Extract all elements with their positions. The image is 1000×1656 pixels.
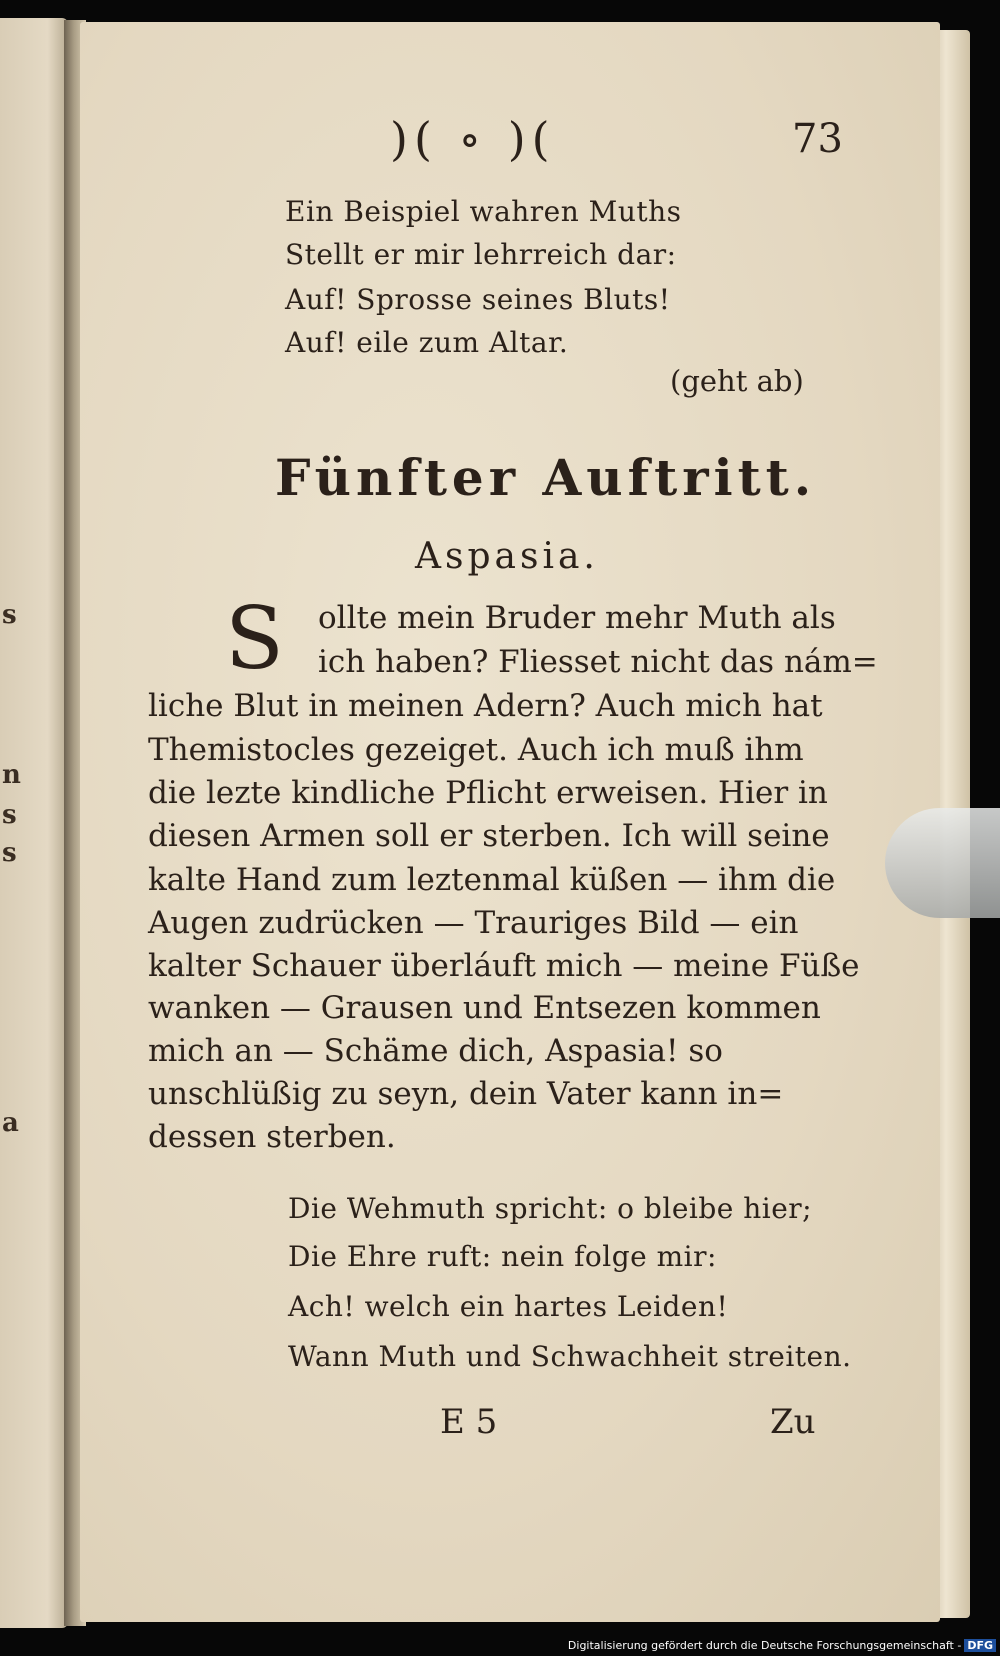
- left-page-fragment: s: [2, 838, 17, 868]
- prose-line: dessen sterben.: [148, 1119, 396, 1155]
- left-page-fragment: a: [2, 1108, 19, 1138]
- verse-line: Ach! welch ein hartes Leiden!: [288, 1290, 729, 1323]
- page-clip: [885, 808, 1000, 918]
- signature-mark: E 5: [440, 1402, 498, 1442]
- character-name: Aspasia.: [415, 536, 599, 577]
- prose-line: die lezte kindliche Pflicht erweisen. Hier in: [148, 775, 828, 811]
- prose-line: kalter Schauer überláuft mich — meine Füße: [148, 948, 860, 984]
- left-page-fragment: s: [2, 800, 17, 830]
- drop-cap: S: [225, 589, 284, 689]
- verse-line: Die Wehmuth spricht: o bleibe hier;: [288, 1192, 813, 1225]
- left-page-fragment: s: [2, 600, 17, 630]
- watermark-text: Digitalisierung gefördert durch die Deutsche Forschungsgemeinschaft -: [567, 1639, 962, 1652]
- prose-line: diesen Armen soll er sterben. Ich will seine: [148, 818, 830, 854]
- prose-line: ich haben? Fliesset nicht das nám=: [318, 644, 878, 680]
- header-ornament: )( ∘ )(: [390, 112, 556, 166]
- verse-line: Auf! eile zum Altar.: [285, 326, 569, 359]
- digitization-watermark: [568, 1639, 996, 1652]
- verse-line: Stellt er mir lehrreich dar:: [285, 238, 677, 271]
- catchword: Zu: [770, 1402, 816, 1442]
- left-page-edge: [0, 18, 68, 1628]
- prose-line: unschlüßig zu seyn, dein Vater kann in=: [148, 1076, 784, 1112]
- page-number: 73: [792, 116, 843, 162]
- prose-line: kalte Hand zum leztenmal küßen — ihm die: [148, 862, 836, 898]
- prose-line: Themistocles gezeiget. Auch ich muß ihm: [148, 732, 804, 768]
- prose-line: wanken — Grausen und Entsezen kommen: [148, 990, 821, 1026]
- prose-line: Augen zudrücken — Trauriges Bild — ein: [148, 905, 799, 941]
- verse-line: Ein Beispiel wahren Muths: [285, 195, 682, 228]
- verse-line: Wann Muth und Schwachheit streiten.: [288, 1340, 852, 1373]
- prose-line: liche Blut in meinen Adern? Auch mich hat: [148, 688, 823, 724]
- dfg-logo: DFG: [964, 1639, 996, 1652]
- stage-direction: (geht ab): [670, 364, 804, 398]
- verse-line: Auf! Sprosse seines Bluts!: [285, 283, 671, 316]
- prose-line: mich an — Schäme dich, Aspasia! so: [148, 1033, 723, 1069]
- prose-line: ollte mein Bruder mehr Muth als: [318, 600, 836, 636]
- scene-heading: Fünfter Auftritt.: [275, 448, 817, 507]
- left-page-fragment: n: [2, 760, 21, 790]
- verse-line: Die Ehre ruft: nein folge mir:: [288, 1240, 717, 1273]
